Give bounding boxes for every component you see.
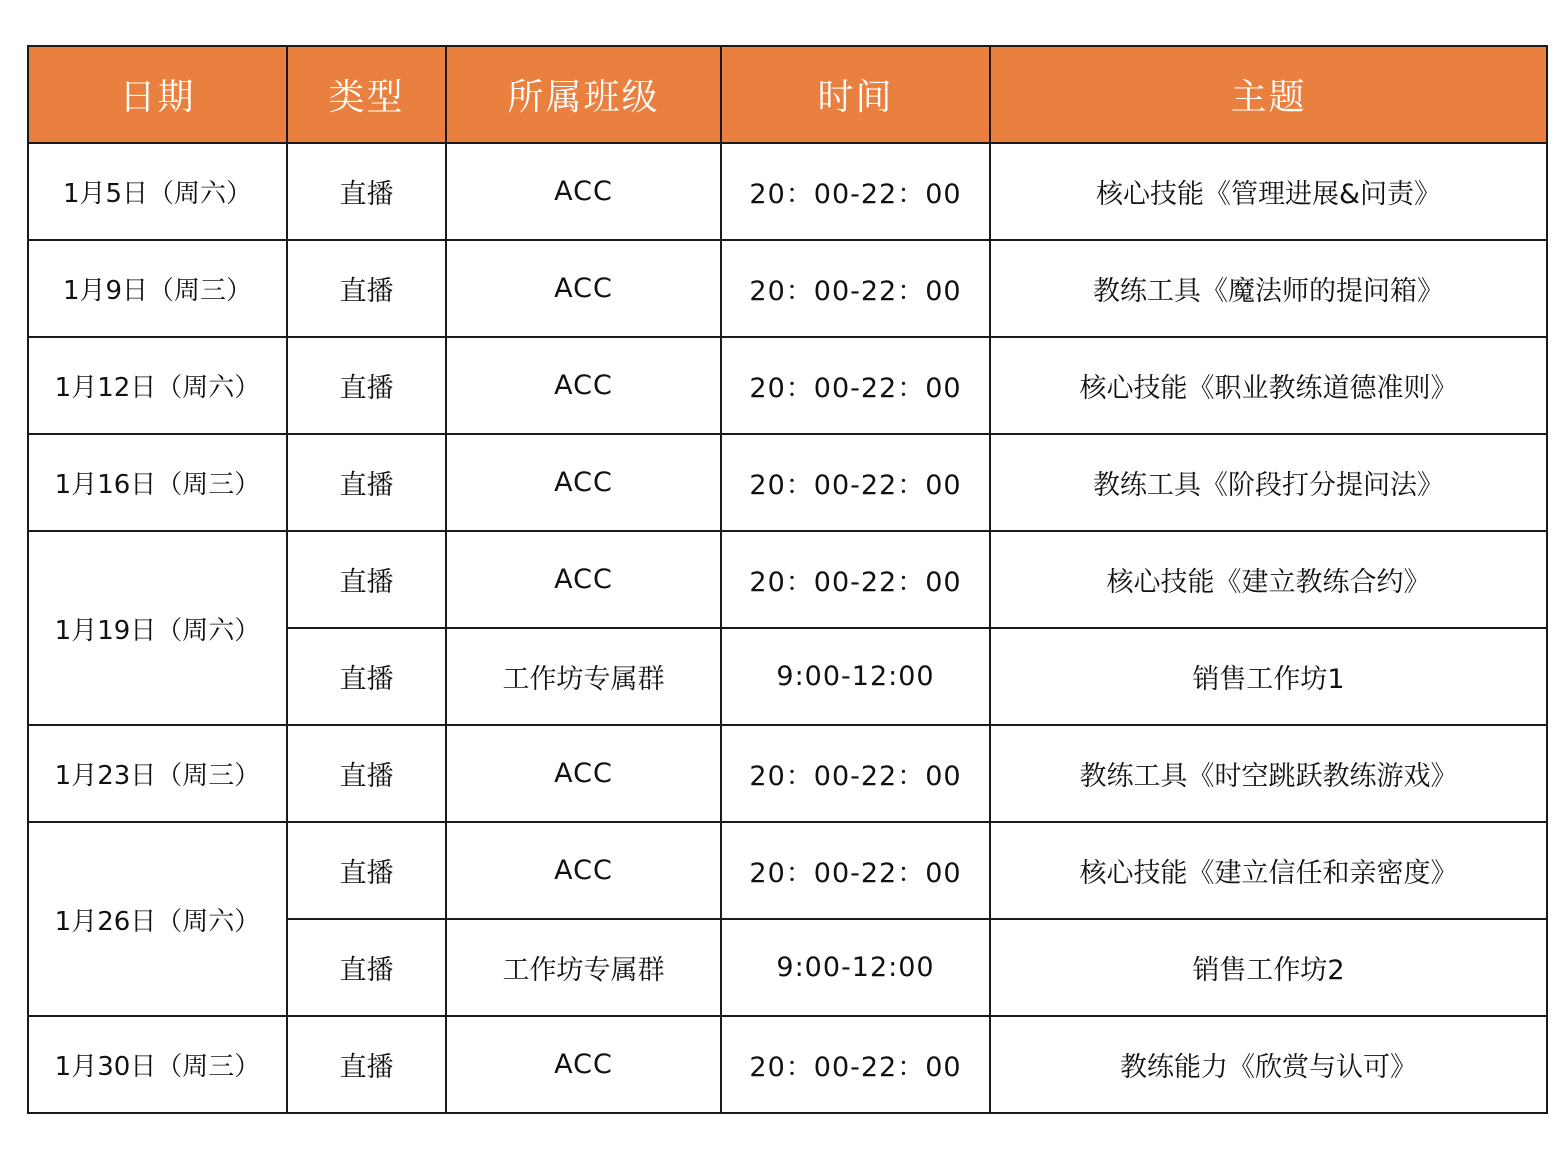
topic-cell: 核心技能《建立教练合约》: [990, 531, 1547, 628]
table-row: [28, 725, 1547, 822]
class-cell: ACC: [446, 725, 721, 822]
date-cell: 1月9日（周三）: [28, 240, 287, 337]
type-cell: 直播: [287, 628, 446, 725]
type-cell: 直播: [287, 337, 446, 434]
column-header-class: 所属班级: [446, 46, 721, 143]
type-cell: 直播: [287, 822, 446, 919]
column-header-type: 类型: [287, 46, 446, 143]
class-cell: ACC: [446, 240, 721, 337]
class-cell: ACC: [446, 531, 721, 628]
time-cell: 20：00-22：00: [721, 725, 990, 822]
topic-cell: 教练工具《阶段打分提问法》: [990, 434, 1547, 531]
type-cell: 直播: [287, 143, 446, 240]
column-header-topic: 主题: [990, 46, 1547, 143]
topic-cell: 核心技能《管理进展&问责》: [990, 143, 1547, 240]
table-row: [28, 531, 1547, 628]
time-cell: 20：00-22：00: [721, 822, 990, 919]
table-row: [28, 434, 1547, 531]
date-cell: 1月19日（周六）: [28, 531, 287, 725]
time-cell: 20：00-22：00: [721, 434, 990, 531]
topic-cell: 教练工具《魔法师的提问箱》: [990, 240, 1547, 337]
type-cell: 直播: [287, 1016, 446, 1113]
type-cell: 直播: [287, 434, 446, 531]
type-cell: 直播: [287, 725, 446, 822]
table-row: [28, 143, 1547, 240]
date-cell: 1月23日（周三）: [28, 725, 287, 822]
topic-cell: 核心技能《建立信任和亲密度》: [990, 822, 1547, 919]
table-row: [28, 822, 1547, 919]
time-cell: 20：00-22：00: [721, 531, 990, 628]
time-cell: 20：00-22：00: [721, 143, 990, 240]
type-cell: 直播: [287, 531, 446, 628]
table-row: [28, 337, 1547, 434]
class-cell: 工作坊专属群: [446, 919, 721, 1016]
column-header-time: 时间: [721, 46, 990, 143]
date-cell: 1月16日（周三）: [28, 434, 287, 531]
topic-cell: 教练能力《欣赏与认可》: [990, 1016, 1547, 1113]
type-cell: 直播: [287, 240, 446, 337]
time-cell: 20：00-22：00: [721, 1016, 990, 1113]
table-row: [28, 240, 1547, 337]
time-cell: 20：00-22：00: [721, 240, 990, 337]
table-row: [28, 1016, 1547, 1113]
class-cell: 工作坊专属群: [446, 628, 721, 725]
class-cell: ACC: [446, 822, 721, 919]
header-row: [28, 46, 1547, 143]
class-cell: ACC: [446, 434, 721, 531]
type-cell: 直播: [287, 919, 446, 1016]
topic-cell: 销售工作坊1: [990, 628, 1547, 725]
time-cell: 9:00-12:00: [721, 628, 990, 725]
time-cell: 9:00-12:00: [721, 919, 990, 1016]
topic-cell: 销售工作坊2: [990, 919, 1547, 1016]
date-cell: 1月5日（周六）: [28, 143, 287, 240]
topic-cell: 核心技能《职业教练道德准则》: [990, 337, 1547, 434]
time-cell: 20：00-22：00: [721, 337, 990, 434]
date-cell: 1月26日（周六）: [28, 822, 287, 1016]
date-cell: 1月30日（周三）: [28, 1016, 287, 1113]
class-cell: ACC: [446, 143, 721, 240]
column-header-date: 日期: [28, 46, 287, 143]
topic-cell: 教练工具《时空跳跃教练游戏》: [990, 725, 1547, 822]
class-cell: ACC: [446, 337, 721, 434]
date-cell: 1月12日（周六）: [28, 337, 287, 434]
schedule-table: [27, 45, 1548, 1114]
class-cell: ACC: [446, 1016, 721, 1113]
